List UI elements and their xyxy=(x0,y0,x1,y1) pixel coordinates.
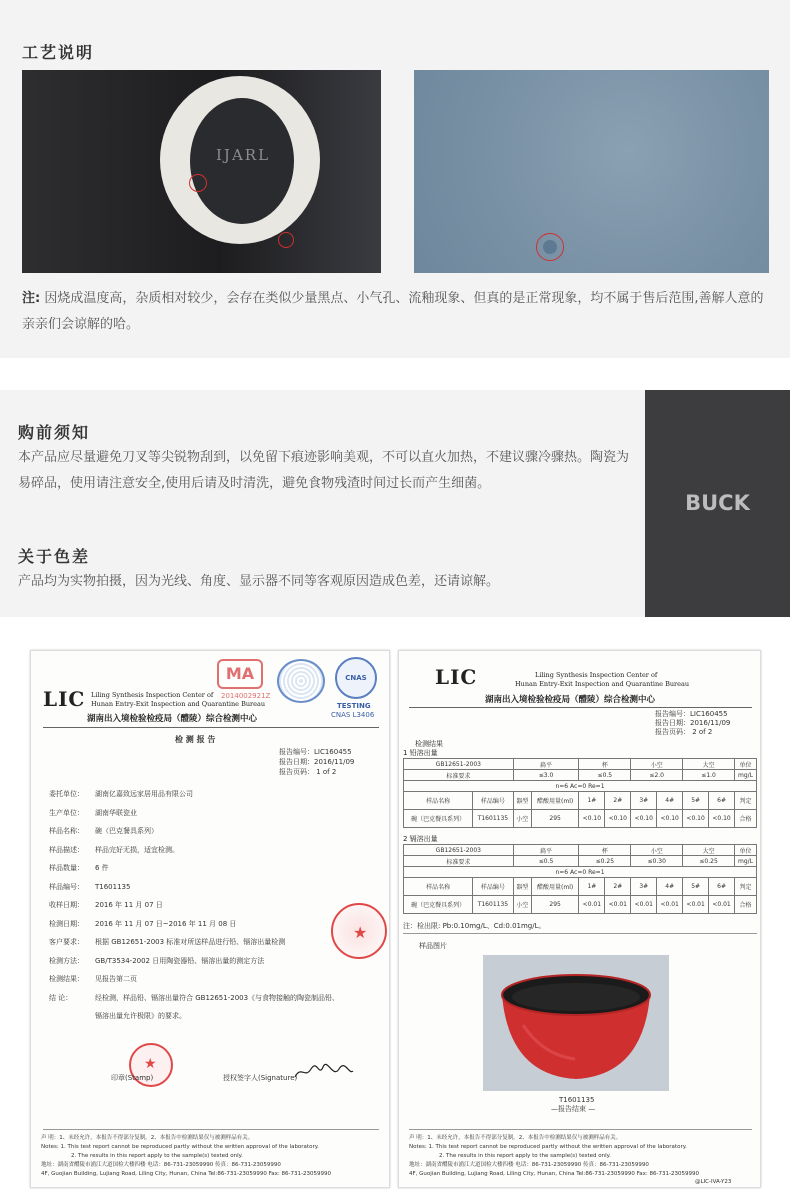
table-cell: 扁平 xyxy=(513,759,579,770)
field-value: 镉溶出量允许极限》的要求。 xyxy=(95,1012,186,1020)
report-number: 报告编号：LIC160455 xyxy=(279,748,352,756)
field-value: 2016 年 11 月 07 日~2016 年 11 月 08 日 xyxy=(95,919,237,928)
report-field xyxy=(49,937,285,947)
field-key: 生产单位： xyxy=(49,808,84,817)
section-divider xyxy=(403,933,757,934)
report-field xyxy=(49,974,137,984)
handwritten-signature xyxy=(293,1063,355,1081)
table-cell: 小空 xyxy=(513,810,531,828)
table-cell: <0.01 xyxy=(605,896,631,914)
field-key: 收样日期： xyxy=(49,901,84,909)
table-cell: 器型 xyxy=(513,878,531,896)
field-value: 6 件 xyxy=(95,864,109,872)
cnas-stamp: CNAS xyxy=(335,657,377,699)
header-divider xyxy=(409,707,752,708)
table-cell: 杯 xyxy=(579,845,631,856)
table-cell: 样品编号 xyxy=(473,878,514,896)
field-key: 样品描述： xyxy=(49,845,84,854)
field-key: 委托单位： xyxy=(49,790,84,798)
ilac-mra-stamp xyxy=(277,659,325,703)
table-cell: 样品名称 xyxy=(404,878,473,896)
footer-line: 2. The results in this report apply to the sample(s) tested only. xyxy=(71,1153,243,1159)
glaze-closeup-photo xyxy=(414,70,769,273)
report-field xyxy=(49,863,109,873)
table-cell: n=6 Ac=0 Re=1 xyxy=(404,781,757,792)
table-row xyxy=(404,896,757,914)
table-cell: 合格 xyxy=(735,810,757,828)
table-cell: 合格 xyxy=(735,896,757,914)
table-cell: GB12651-2003 xyxy=(404,845,514,856)
purchase-notice-text: 本产品应尽量避免刀叉等尖锐物刮到，以免留下痕迹影响美观，不可以直火加热，不建议骤冷骤热。陶瓷为易碎品，使用请注意安全,使用后请及时清洗，避免食物残渣时间过长而产生细菌。 xyxy=(18,450,630,491)
cadmium-results-table xyxy=(403,844,757,914)
footer-line: Notes: 1. This test report cannot be reproduced partly without the written approval of the laboratory. xyxy=(409,1144,687,1150)
report-field xyxy=(49,956,264,966)
table-cell: n=6 Ac=0 Re=1 xyxy=(404,867,757,878)
color-notice-text: 产品均为实物拍摄，因为光线、角度、显示器不同等客观原因造成色差，还请谅解。 xyxy=(18,574,500,589)
buck-side-panel: BUCK xyxy=(645,390,790,617)
sample-bowl-photo xyxy=(483,955,669,1091)
table-cell: ≤0.30 xyxy=(631,856,683,867)
color-notice xyxy=(18,544,630,595)
report-field xyxy=(49,826,158,836)
table-cell: <0.10 xyxy=(631,810,657,828)
footer-line: 声 明：1、未经允许，本报告不得部分复制。2、本报告中检测结果仅与被测样品有关。 xyxy=(41,1135,254,1141)
field-key: 检测方法： xyxy=(49,956,84,965)
field-value: 湖南华联瓷业 xyxy=(95,808,137,817)
results-label: 检测结果 xyxy=(415,740,443,748)
report-page: 报告页码： 2 of 2 xyxy=(655,728,713,736)
table-row xyxy=(404,856,757,867)
table-cell: T1601135 xyxy=(473,810,514,828)
table-cell: <0.10 xyxy=(709,810,735,828)
test-report-page-2 xyxy=(398,650,761,1188)
table-cell: mg/L xyxy=(735,856,757,867)
table-cell: T1601135 xyxy=(473,896,514,914)
table-cell: 小空 xyxy=(631,845,683,856)
stamp-label: 印章(Stamp) xyxy=(111,1074,154,1082)
report-field xyxy=(49,882,130,892)
table-cell: GB12651-2003 xyxy=(404,759,514,770)
footer-line: 地址：湖南省醴陵市浦江大道国检大楼四楼 电话：86-731-23059990 传真：86-731-23059990 xyxy=(41,1162,281,1168)
table-cell: 单位 xyxy=(735,845,757,856)
table-cell: 295 xyxy=(531,810,579,828)
table-row xyxy=(404,878,757,896)
table-cell: 5# xyxy=(683,878,709,896)
table-cell: ≤0.5 xyxy=(579,770,631,781)
test-report-page-1 xyxy=(30,650,390,1188)
bowl-bottom-photo xyxy=(22,70,381,273)
footer-line: 2. The results in this report apply to the sample(s) tested only. xyxy=(439,1153,611,1159)
cma-number: 2014002921Z xyxy=(221,692,271,700)
table-cell: 大空 xyxy=(683,845,735,856)
table-cell: mg/L xyxy=(735,770,757,781)
table-cell: 杯 xyxy=(579,759,631,770)
header-divider xyxy=(43,727,379,728)
defect-circle-1 xyxy=(189,174,207,192)
table-cell: 小空 xyxy=(631,759,683,770)
detection-limit-note: 注：检出限: Pb:0.10mg/L、Cd:0.01mg/L。 xyxy=(403,922,546,930)
table-cell: 1# xyxy=(579,878,605,896)
table-cell: 器型 xyxy=(513,792,531,810)
cadmium-label: 2 镉溶出量 xyxy=(403,835,438,843)
report-number: 报告编号：LIC160455 xyxy=(655,710,728,718)
table-cell: 4# xyxy=(657,878,683,896)
table-cell: 4# xyxy=(657,792,683,810)
table-row xyxy=(404,845,757,856)
report-field xyxy=(49,919,236,929)
field-value: 湖南亿嘉致远家居用品有限公司 xyxy=(95,790,193,798)
table-cell: ≤0.25 xyxy=(683,856,735,867)
lead-results-table xyxy=(403,758,757,828)
table-cell: <0.01 xyxy=(657,896,683,914)
table-cell: 判定 xyxy=(735,878,757,896)
seal-star-icon: ★ xyxy=(353,923,368,942)
brand-mark: IJARL xyxy=(216,146,271,164)
institute-en-line1: Liling Synthesis Inspection Center of xyxy=(91,691,214,699)
footer-line: 地址：湖南省醴陵市浦江大道国检大楼四楼 电话：86-731-23059990 传真：86-731-23059990 xyxy=(409,1162,649,1168)
institute-cn: 湖南出入境检验检疫局（醴陵）综合检测中心 xyxy=(87,714,258,724)
table-cell: 295 xyxy=(531,896,579,914)
table-row xyxy=(404,770,757,781)
field-key: 结 论： xyxy=(49,993,73,1002)
form-code: @LIC-IVA-Y23 xyxy=(695,1179,732,1185)
table-cell: 样品编号 xyxy=(473,792,514,810)
report-page: 报告页码： 1 of 2 xyxy=(279,768,337,776)
table-cell: <0.01 xyxy=(579,896,605,914)
table-cell: 小空 xyxy=(513,896,531,914)
table-cell: <0.01 xyxy=(631,896,657,914)
cma-stamp: MA xyxy=(217,659,263,689)
lic-logo: LIC xyxy=(435,665,478,689)
inspection-seal xyxy=(331,903,387,959)
table-cell: 醋酸用量(ml) xyxy=(531,878,579,896)
institute-en-line2: Hunan Entry-Exit Inspection and Quarantine Bureau xyxy=(515,680,690,688)
notice-section xyxy=(0,390,790,617)
table-cell: <0.01 xyxy=(683,896,709,914)
table-cell: 1# xyxy=(579,792,605,810)
table-cell: 3# xyxy=(631,792,657,810)
institute-en-line1: Liling Synthesis Inspection Center of xyxy=(535,671,658,679)
table-cell: 2# xyxy=(605,792,631,810)
report-end: —报告结束 — xyxy=(551,1105,596,1113)
field-value: GB/T3534-2002 日用陶瓷器铅、镉溶出量的测定方法 xyxy=(95,956,265,965)
table-cell: <0.10 xyxy=(657,810,683,828)
table-cell: 标准要求 xyxy=(404,770,514,781)
table-cell: 标准要求 xyxy=(404,856,514,867)
defect-circle-3 xyxy=(536,233,564,261)
sample-photo-label: 样品图片 xyxy=(419,942,447,950)
field-key: 样品编号： xyxy=(49,882,84,891)
cnas-number: CNAS L3406 xyxy=(331,711,375,719)
sample-id-caption: T1601135 xyxy=(559,1096,595,1104)
report-field xyxy=(49,789,193,799)
table-cell: 大空 xyxy=(683,759,735,770)
purchase-notice-title: 购前须知 xyxy=(18,423,91,442)
table-cell: <0.01 xyxy=(709,896,735,914)
report-field xyxy=(49,845,179,855)
report-title: 检 测 报 告 xyxy=(175,735,216,744)
signature-label: 授权签字人(Signature) xyxy=(223,1074,298,1082)
field-key: 检测日期： xyxy=(49,919,84,928)
table-cell: 5# xyxy=(683,792,709,810)
cnas-testing: TESTING xyxy=(337,702,371,710)
field-key: 样品名称： xyxy=(49,827,84,835)
table-cell: <0.10 xyxy=(579,810,605,828)
table-cell: 2# xyxy=(605,878,631,896)
table-cell: ≤0.5 xyxy=(513,856,579,867)
color-notice-title: 关于色差 xyxy=(18,547,91,566)
seal-star-icon: ★ xyxy=(144,1056,157,1072)
table-row xyxy=(404,759,757,770)
table-cell: <0.10 xyxy=(605,810,631,828)
field-value: 根据 GB12651-2003 标准对所送样品进行铅、镉溶出量检测 xyxy=(95,938,286,946)
field-key: 检测结果： xyxy=(49,975,84,983)
lic-logo: LIC xyxy=(43,687,86,711)
craft-section xyxy=(0,0,790,358)
purchase-notice xyxy=(18,420,630,497)
table-cell: 扁平 xyxy=(513,845,579,856)
table-cell: ≤0.25 xyxy=(579,856,631,867)
table-cell: ≤3.0 xyxy=(513,770,579,781)
footer-line: 4F, Guojian Building, Lujiang Road, Liling City, Hunan, China Tel:86-731-23059990 Fax: 86-731-23059990 xyxy=(41,1171,331,1177)
report-field xyxy=(49,808,137,818)
note-text: 因烧成温度高，杂质相对较少，会存在类似少量黑点、小气孔、流釉现象、但真的是正常现象，均不属于售后范围,善解人意的亲亲们会谅解的哈。 xyxy=(22,291,764,332)
table-row xyxy=(404,781,757,792)
footer-divider xyxy=(43,1129,379,1130)
report-field xyxy=(49,993,339,1003)
footer-line: 4F, Guojian Building, Lujiang Road, Liling City, Hunan, China Tel:86-731-23059990 Fax: 86-731-23059990 xyxy=(409,1171,699,1177)
field-value: T1601135 xyxy=(95,882,131,891)
table-cell: ≤2.0 xyxy=(631,770,683,781)
institute-cn: 湖南出入境检验检疫局（醴陵）综合检测中心 xyxy=(485,695,656,705)
report-date: 报告日期：2016/11/09 xyxy=(655,719,731,727)
table-row xyxy=(404,867,757,878)
table-cell: 6# xyxy=(709,792,735,810)
table-cell: 碗（巴克餐具系列） xyxy=(404,810,473,828)
report-date: 报告日期：2016/11/09 xyxy=(279,758,355,766)
table-cell: 判定 xyxy=(735,792,757,810)
table-cell: 碗（巴克餐具系列） xyxy=(404,896,473,914)
field-key: 样品数量： xyxy=(49,864,84,872)
table-cell: 3# xyxy=(631,878,657,896)
craft-note xyxy=(22,286,767,338)
report-field xyxy=(49,1011,186,1021)
table-cell: 醋酸用量(ml) xyxy=(531,792,579,810)
table-cell: 样品名称 xyxy=(404,792,473,810)
field-key: 客户要求： xyxy=(49,938,84,946)
footer-line: Notes: 1. This test report cannot be reproduced partly without the written approval of the laboratory. xyxy=(41,1144,319,1150)
institute-en-line2: Hunan Entry-Exit Inspection and Quarantine Bureau xyxy=(91,700,266,708)
defect-circle-2 xyxy=(278,232,294,248)
table-row xyxy=(404,792,757,810)
table-row xyxy=(404,810,757,828)
table-cell: 单位 xyxy=(735,759,757,770)
lead-label: 1 铅溶出量 xyxy=(403,749,438,757)
field-value: 见报告第二页 xyxy=(95,975,137,983)
table-cell: ≤1.0 xyxy=(683,770,735,781)
footer-divider xyxy=(409,1129,752,1130)
field-value: 样品完好无损，适宜检测。 xyxy=(95,845,179,854)
table-cell: 6# xyxy=(709,878,735,896)
field-value: 碗（巴克餐具系列） xyxy=(95,827,158,835)
field-value: 2016 年 11 月 07 日 xyxy=(95,901,163,909)
table-cell: <0.10 xyxy=(683,810,709,828)
field-value: 经检测，样品铅、镉溶出量符合 GB12651-2003《与食物接触的陶瓷制品铅、 xyxy=(95,993,340,1002)
report-field xyxy=(49,900,163,910)
note-label: 注: xyxy=(22,291,41,306)
red-bowl-illustration xyxy=(483,955,669,1091)
craft-title: 工艺说明 xyxy=(22,43,95,62)
footer-line: 声 明：1、未经允许，本报告不得部分复制。2、本报告中检测结果仅与被测样品有关。 xyxy=(409,1135,622,1141)
